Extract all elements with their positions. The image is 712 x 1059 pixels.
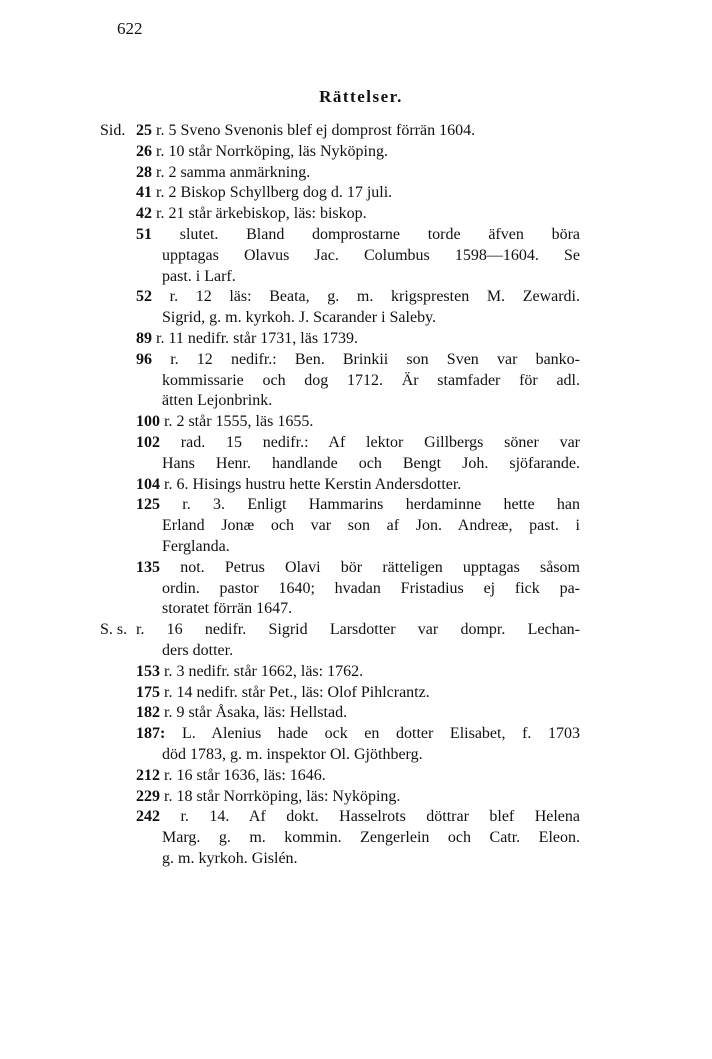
- page-reference: 104: [136, 475, 160, 493]
- page-reference: 175: [136, 683, 160, 701]
- entry-continuation-line: [136, 537, 580, 558]
- entry-text: r. 11 nedifr. står 1731, läs 1739.: [156, 329, 359, 347]
- entry-text: r. 12 läs: Beata, g. m. krigspresten M. Zewardi.: [169, 288, 581, 306]
- entry-continuation-line: [136, 371, 580, 392]
- entry-first-line: [136, 703, 580, 724]
- errata-entry: [100, 433, 580, 475]
- entry-continuation-line: [136, 849, 580, 870]
- errata-entry: [100, 724, 580, 766]
- entry-first-line: [136, 163, 580, 184]
- errata-entry: [100, 703, 580, 724]
- entry-continuation-line: [136, 308, 580, 329]
- entry-text: r. 3. Enligt Hammarins herdaminne hette han: [182, 496, 580, 514]
- errata-entry: [100, 787, 580, 808]
- entry-text: not. Petrus Olavi bör rätteligen upptagas såsom: [180, 558, 581, 576]
- entry-continuation-line: [136, 828, 580, 849]
- errata-entry: [100, 225, 580, 287]
- errata-entry: [100, 204, 580, 225]
- entry-text: Ferglanda.: [162, 537, 230, 555]
- page-reference: 102: [136, 433, 160, 451]
- page-reference: 187:: [136, 725, 166, 743]
- entry-first-line: [136, 724, 580, 745]
- entry-text: r. 3 nedifr. står 1662, läs: 1762.: [164, 662, 364, 680]
- errata-entry: [100, 683, 580, 704]
- entry-text: r. 14. Af dokt. Hasselrots döttrar blef Helena: [180, 808, 580, 826]
- page-reference: 25: [136, 122, 152, 139]
- errata-entry: [100, 183, 580, 204]
- errata-entry: [100, 475, 580, 496]
- entry-continuation-line: [136, 454, 580, 475]
- page-reference: 125: [136, 496, 160, 514]
- entry-first-line: [136, 287, 580, 308]
- entry-continuation-line: [136, 579, 580, 600]
- errata-entry: [100, 807, 580, 869]
- entry-first-line: [136, 475, 580, 496]
- entry-text: r. 5 Sveno Svenonis blef ej domprost förrän 1604.: [156, 122, 476, 139]
- page-reference: 212: [136, 766, 160, 784]
- entry-first-line: [136, 495, 580, 516]
- page-reference: 100: [136, 413, 160, 431]
- page-number: 622: [117, 19, 143, 38]
- entry-continuation-line: [136, 391, 580, 412]
- page-reference: 41: [136, 184, 152, 202]
- errata-entry: [100, 329, 580, 350]
- errata-entry: [100, 142, 580, 163]
- entry-text: r. 18 står Norrköping, läs: Nyköping.: [164, 787, 401, 805]
- entry-text: r. 10 står Norrköping, läs Nyköping.: [156, 142, 388, 160]
- entry-text: Erland Jonæ och var son af Jon. Andreæ, past. i: [162, 517, 580, 535]
- entry-first-line: [136, 683, 580, 704]
- entry-text: ätten Lejonbrink.: [162, 392, 273, 410]
- entry-text: Sigrid, g. m. kyrkoh. J. Scarander i Saleby.: [162, 309, 437, 327]
- entry-continuation-line: [136, 641, 580, 662]
- entry-first-line: [136, 558, 580, 579]
- page-reference: 135: [136, 558, 160, 576]
- errata-entry: [100, 287, 580, 329]
- entry-first-line: [136, 204, 580, 225]
- entry-first-line: [136, 766, 580, 787]
- entry-text: Marg. g. m. kommin. Zengerlein och Catr. Eleon.: [162, 829, 580, 847]
- entry-first-line: [136, 787, 580, 808]
- entry-text: ders dotter.: [162, 641, 234, 659]
- entry-text: past. i Larf.: [162, 267, 236, 285]
- errata-entry: [100, 766, 580, 787]
- page-title: Rättelser.: [319, 87, 403, 106]
- entry-text: r. 16 står 1636, läs: 1646.: [164, 766, 326, 784]
- entry-text: rad. 15 nedifr.: Af lektor Gillbergs söner var: [180, 433, 581, 451]
- entry-text: r. 21 står ärkebiskop, läs: biskop.: [156, 205, 367, 223]
- entry-first-line: [136, 620, 580, 641]
- errata-entry: [100, 620, 580, 662]
- entry-text: kommissarie och dog 1712. Är stamfader för adl.: [162, 371, 580, 389]
- errata-entry: [100, 163, 580, 184]
- page-reference: 229: [136, 787, 160, 805]
- entry-text: r. 2 Biskop Schyllberg dog d. 17 juli.: [156, 184, 393, 202]
- entry-first-line: [136, 183, 580, 204]
- page-reference: 89: [136, 329, 152, 347]
- entry-first-line: [136, 350, 580, 371]
- page-reference: 26: [136, 142, 152, 160]
- errata-entry: [100, 121, 580, 142]
- page-reference: 28: [136, 163, 152, 181]
- entry-first-line: [136, 412, 580, 433]
- entry-text: slutet. Bland domprostarne torde äfven böra: [179, 225, 580, 243]
- entry-text: död 1783, g. m. inspektor Ol. Gjöthberg.: [162, 745, 423, 763]
- page-reference: 52: [136, 288, 152, 306]
- entry-first-line: [136, 329, 580, 350]
- section-label: Sid.: [100, 122, 126, 139]
- entry-text: ordin. pastor 1640; hvadan Fristadius ej fick pa-: [162, 579, 580, 597]
- errata-entry: [100, 412, 580, 433]
- page-reference: 182: [136, 704, 160, 722]
- errata-entry: [100, 495, 580, 557]
- errata-entry: [100, 558, 580, 620]
- entry-first-line: [136, 662, 580, 683]
- entry-first-line: [136, 142, 580, 163]
- page-reference: 96: [136, 350, 152, 368]
- entry-text: r. 2 står 1555, läs 1655.: [164, 413, 314, 431]
- page-reference: 51: [136, 225, 152, 243]
- entry-text: storatet förrän 1647.: [162, 600, 293, 618]
- errata-entry: [100, 662, 580, 683]
- entry-text: r. 9 står Åsaka, läs: Hellstad.: [164, 704, 348, 722]
- entry-text: upptagas Olavus Jac. Columbus 1598—1604. Se: [162, 246, 580, 264]
- entry-continuation-line: [136, 246, 580, 267]
- page-reference: 153: [136, 662, 160, 680]
- entry-text: g. m. kyrkoh. Gislén.: [162, 849, 298, 867]
- entry-text: r. 6. Hisings hustru hette Kerstin Andersdotter.: [164, 475, 462, 493]
- entry-first-line: [136, 807, 580, 828]
- section-label: S. s.: [100, 621, 128, 639]
- entry-text: L. Alenius hade ock en dotter Elisabet, f. 1703: [181, 725, 581, 743]
- entry-text: r. 12 nedifr.: Ben. Brinkii son Sven var banko-: [170, 350, 581, 368]
- entry-continuation-line: [136, 267, 580, 288]
- errata-list: [100, 121, 580, 870]
- entry-continuation-line: [136, 745, 580, 766]
- page-reference: 42: [136, 205, 152, 223]
- entry-text: r. 14 nedifr. står Pet., läs: Olof Pihlcrantz.: [164, 683, 430, 701]
- entry-text: r. 2 samma anmärkning.: [156, 163, 311, 181]
- entry-first-line: [136, 225, 580, 246]
- entry-first-line: [136, 433, 580, 454]
- errata-entry: [100, 350, 580, 412]
- entry-text: Hans Henr. handlande och Bengt Joh. sjöfarande.: [162, 454, 580, 472]
- entry-continuation-line: [136, 516, 580, 537]
- entry-text: r. 16 nedifr. Sigrid Larsdotter var dompr. Lechan-: [136, 621, 580, 639]
- entry-first-line: [136, 121, 580, 142]
- page-reference: 242: [136, 808, 160, 826]
- entry-continuation-line: [136, 599, 580, 620]
